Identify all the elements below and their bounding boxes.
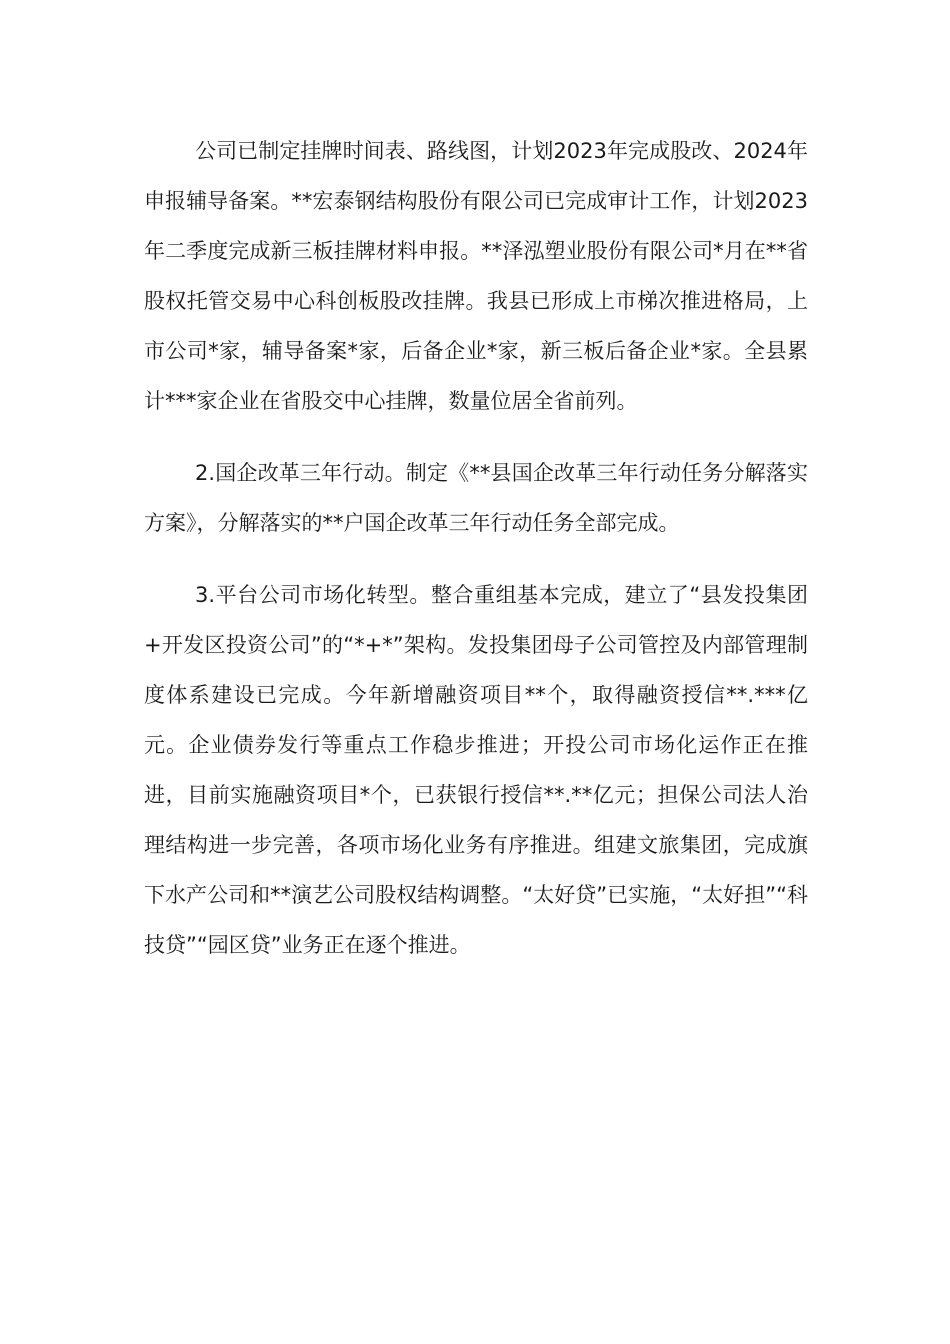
paragraph-listing-progress: 公司已制定挂牌时间表、路线图，计划2023年完成股改、2024年申报辅导备案。**宏泰钢结构股份有限公司已完成审计工作，计划2023年二季度完成新三板挂牌材料申报。**泽泓塑业股份有限公司*月在**省股权托管交易中心科创板股改挂牌。我县已形成上市梯次推进格局，上市公司*家，辅导备案*家，后备企业*家，新三板后备企业*家。全县累计***家企业在省股交中心挂牌，数量位居全省前列。: [144, 139, 808, 413]
document-body: [144, 126, 808, 970]
paragraph-soe-reform: 2.国企改革三年行动。制定《**县国企改革三年行动任务分解落实方案》，分解落实的**户国企改革三年行动任务全部完成。: [144, 461, 808, 535]
paragraph-platform-company: 3.平台公司市场化转型。整合重组基本完成，建立了“县发投集团+开发区投资公司”的“*+*”架构。发投集团母子公司管控及内部管理制度体系建设已完成。今年新增融资项目**个，取得融资授信**.***亿元。企业债券发行等重点工作稳步推进；开投公司市场化运作正在推进，目前实施融资项目*个，已获银行授信**.**亿元；担保公司法人治理结构进一步完善，各项市场化业务有序推进。组建文旅集团，完成旗下水产公司和**演艺公司股权结构调整。“太好贷”已实施，“太好担”“科技贷”“园区贷”业务正在逐个推进。: [144, 583, 808, 957]
